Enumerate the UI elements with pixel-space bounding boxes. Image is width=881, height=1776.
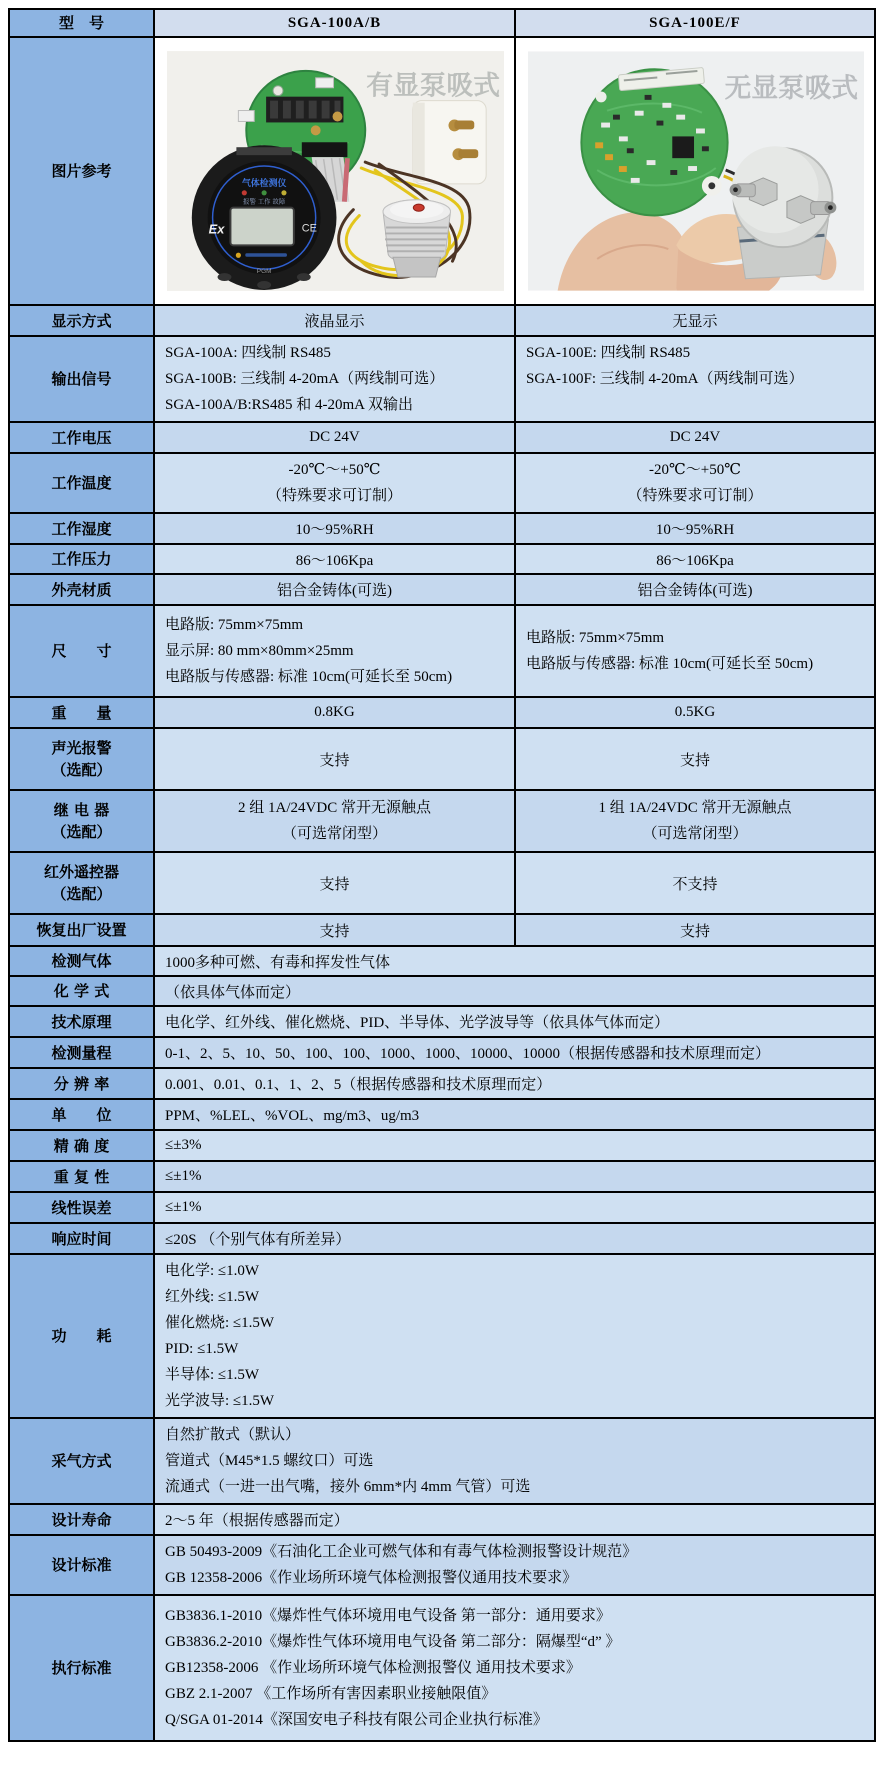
spec-value-a: 0.8KG [154,697,515,728]
spec-label: 采气方式 [9,1418,154,1504]
spec-line: 自然扩散式（默认） [165,1427,301,1443]
spec-label-line: （选配） [51,761,112,779]
spec-line: 半导体: ≤1.5W [165,1367,260,1383]
row-weight [9,697,875,728]
spec-line: 催化燃烧: ≤1.5W [165,1315,275,1331]
spec-line: SGA-100A/B:RS485 和 4-20mA 双输出 [165,397,413,413]
spec-label-line: （选配） [51,885,112,903]
spec-value: （依具体气体而定） [154,976,875,1006]
row-linearity [9,1192,875,1223]
spec-line: Q/SGA 01-2014《深国安电子科技有限公司企业执行标准》 [165,1712,548,1728]
spec-label: 分 辨 率 [9,1068,154,1099]
spec-label [9,852,154,914]
model-label: 型 号 [9,9,154,37]
spec-value-a: 86～106Kpa [154,544,515,574]
device-title-text: 气体检测仪 [241,177,287,188]
spec-label: 外壳材质 [9,574,154,605]
spec-line: （特殊要求可订制） [266,488,402,504]
spec-value: 1000多种可燃、有毒和挥发性气体 [154,946,875,976]
spec-line: -20℃～+50℃ [648,462,741,478]
spec-label-line: 继 电 器 [53,801,110,819]
spec-value-a [154,790,515,852]
spec-value [154,1535,875,1595]
spec-line: GB3836.2-2010《爆炸性气体环境用电气设备 第二部分：隔爆型“d” 》 [165,1634,621,1650]
spec-label-line: 红外遥控器 [43,863,119,881]
spec-line: （可选常闭型） [281,826,387,842]
photos-label: 图片参考 [9,37,154,305]
row-range [9,1037,875,1068]
model-a-header: SGA-100A/B [154,9,515,37]
row-housing [9,574,875,605]
row-formula [9,976,875,1006]
product-photo-sga-100ef [528,49,864,293]
spec-line: GB 50493-2009《石油化工企业可燃气体和有毒气体检测报警设计规范》 [165,1544,638,1560]
spec-label: 工作湿度 [9,513,154,544]
spec-line: SGA-100F: 三线制 4-20mA（两线制可选） [526,371,804,387]
watermark-text: 有显泵吸式 [366,70,501,101]
spec-value: 2～5 年（根据传感器而定） [154,1504,875,1535]
photo-cell-b [515,37,875,305]
spec-value-b: 0.5KG [515,697,875,728]
spec-value-a: 液晶显示 [154,305,515,336]
spec-value-a: 铝合金铸体(可选) [154,574,515,605]
spec-value-b: 10～95%RH [515,513,875,544]
spec-value: 0.001、0.01、0.1、1、2、5（根据传感器和技术原理而定） [154,1068,875,1099]
row-temperature [9,453,875,513]
spec-label: 工作压力 [9,544,154,574]
spec-value-a [154,605,515,697]
spec-line: 电路版: 75mm×75mm [526,630,665,646]
row-relay [9,790,875,852]
spec-label: 设计寿命 [9,1504,154,1535]
device-led-labels: 报警 工作 故障 [243,198,286,206]
row-lifespan [9,1504,875,1535]
spec-label: 重 复 性 [9,1161,154,1192]
spec-value-b: 86～106Kpa [515,544,875,574]
spec-line: （特殊要求可订制） [627,488,763,504]
spec-line: -20℃～+50℃ [288,462,381,478]
spec-value-a: 10～95%RH [154,513,515,544]
spec-value-a [154,336,515,422]
product-spec-table [8,8,876,1742]
spec-label: 化 学 式 [9,976,154,1006]
spec-label: 单 位 [9,1099,154,1130]
watermark-text: 无显泵吸式 [724,72,859,103]
row-unit [9,1099,875,1130]
row-principle [9,1006,875,1037]
row-pressure [9,544,875,574]
row-design-standard [9,1535,875,1595]
spec-line: SGA-100A: 四线制 RS485 [165,345,331,361]
ce-mark: CE [301,222,317,235]
spec-label: 尺 寸 [9,605,154,697]
row-repeatability [9,1161,875,1192]
spec-value: ≤±1% [154,1161,875,1192]
row-photos [9,37,875,305]
row-humidity [9,513,875,544]
spec-value [154,1254,875,1418]
spec-line: 电路版与传感器: 标准 10cm(可延长至 50cm) [526,656,814,672]
spec-value-b [515,336,875,422]
row-voltage [9,422,875,453]
spec-value-b [515,790,875,852]
spec-value [154,1418,875,1504]
row-factory-reset [9,914,875,946]
sensor-cylinder [730,146,837,278]
spec-value-a: 支持 [154,852,515,914]
spec-label: 技术原理 [9,1006,154,1037]
spec-label: 设计标准 [9,1535,154,1595]
spec-line: 电路版与传感器: 标准 10cm(可延长至 50cm) [165,669,453,685]
spec-label: 检测气体 [9,946,154,976]
row-exec-standard [9,1595,875,1741]
spec-value-b: 铝合金铸体(可选) [515,574,875,605]
ex-mark: Ex [208,221,225,237]
spec-value: ≤±1% [154,1192,875,1223]
spec-label-line: （选配） [51,823,112,841]
spec-label: 恢复出厂设置 [9,914,154,946]
row-alarm [9,728,875,790]
spec-value-a: 支持 [154,914,515,946]
spec-label: 响应时间 [9,1223,154,1254]
row-response-time [9,1223,875,1254]
spec-value [154,1595,875,1741]
spec-line: 2 组 1A/24VDC 常开无源触点 [238,800,431,816]
row-display-mode [9,305,875,336]
spec-label: 精 确 度 [9,1130,154,1161]
spec-value-a: 支持 [154,728,515,790]
product-photo-sga-100ab [167,49,504,293]
spec-label: 执行标准 [9,1595,154,1741]
row-gases [9,946,875,976]
spec-line: （可选常闭型） [642,826,748,842]
row-dimensions [9,605,875,697]
row-remote [9,852,875,914]
spec-value-b [515,605,875,697]
spec-value: 0-1、2、5、10、50、100、100、1000、1000、10000、10000（根据传感器和技术原理而定） [154,1037,875,1068]
row-power [9,1254,875,1418]
spec-value-b: DC 24V [515,422,875,453]
spec-label-line: 声光报警 [51,739,112,757]
spec-label: 显示方式 [9,305,154,336]
row-accuracy [9,1130,875,1161]
spec-line: 1 组 1A/24VDC 常开无源触点 [598,800,792,816]
spec-line: 流通式（一进一出气嘴，接外 6mm*内 4mm 气管）可选 [165,1479,531,1495]
pgm-label: PGM [256,268,272,276]
spec-line: 电化学: ≤1.0W [165,1263,260,1279]
spec-label [9,790,154,852]
lcd-screen [230,208,293,246]
spec-label: 工作电压 [9,422,154,453]
spec-line: 显示屏: 80 mm×80mm×25mm [165,643,354,659]
spec-line: 光学波导: ≤1.5W [165,1393,275,1409]
spec-label: 线性误差 [9,1192,154,1223]
spec-line: SGA-100E: 四线制 RS485 [526,345,691,361]
spec-value-b: 无显示 [515,305,875,336]
row-sampling [9,1418,875,1504]
spec-line: 电路版: 75mm×75mm [165,617,304,633]
spec-line: GBZ 2.1-2007 《工作场所有害因素职业接触限值》 [165,1686,497,1702]
spec-value: 电化学、红外线、催化燃烧、PID、半导体、光学波导等（依具体气体而定） [154,1006,875,1037]
spec-line: GB12358-2006 《作业场所环境气体检测报警仪 通用技术要求》 [165,1660,581,1676]
spec-label: 工作温度 [9,453,154,513]
spec-value-b [515,453,875,513]
spec-value-a: DC 24V [154,422,515,453]
spec-value-b: 不支持 [515,852,875,914]
spec-line: SGA-100B: 三线制 4-20mA（两线制可选） [165,371,445,387]
spec-value-b: 支持 [515,728,875,790]
display-unit [192,145,337,290]
spec-label: 检测量程 [9,1037,154,1068]
spec-line: PID: ≤1.5W [165,1341,239,1357]
spec-value-b: 支持 [515,914,875,946]
spec-label: 重 量 [9,697,154,728]
row-model [9,9,875,37]
spec-value: ≤20S （个别气体有所差异） [154,1223,875,1254]
spec-line: GB 12358-2006《作业场所环境气体检测报警仪通用技术要求》 [165,1570,578,1586]
photo-cell-a [154,37,515,305]
spec-value: PPM、%LEL、%VOL、mg/m3、ug/m3 [154,1099,875,1130]
spec-line: 红外线: ≤1.5W [165,1289,260,1305]
row-resolution [9,1068,875,1099]
spec-line: GB3836.1-2010《爆炸性气体环境用电气设备 第一部分：通用要求》 [165,1608,611,1624]
spec-label: 输出信号 [9,336,154,422]
spec-label [9,728,154,790]
row-output-signal [9,336,875,422]
model-b-header: SGA-100E/F [515,9,875,37]
spec-value: ≤±3% [154,1130,875,1161]
spec-line: 管道式（M45*1.5 螺纹口）可选 [165,1453,374,1469]
spec-value-a [154,453,515,513]
pump-cylinder [413,101,486,184]
spec-label: 功 耗 [9,1254,154,1418]
